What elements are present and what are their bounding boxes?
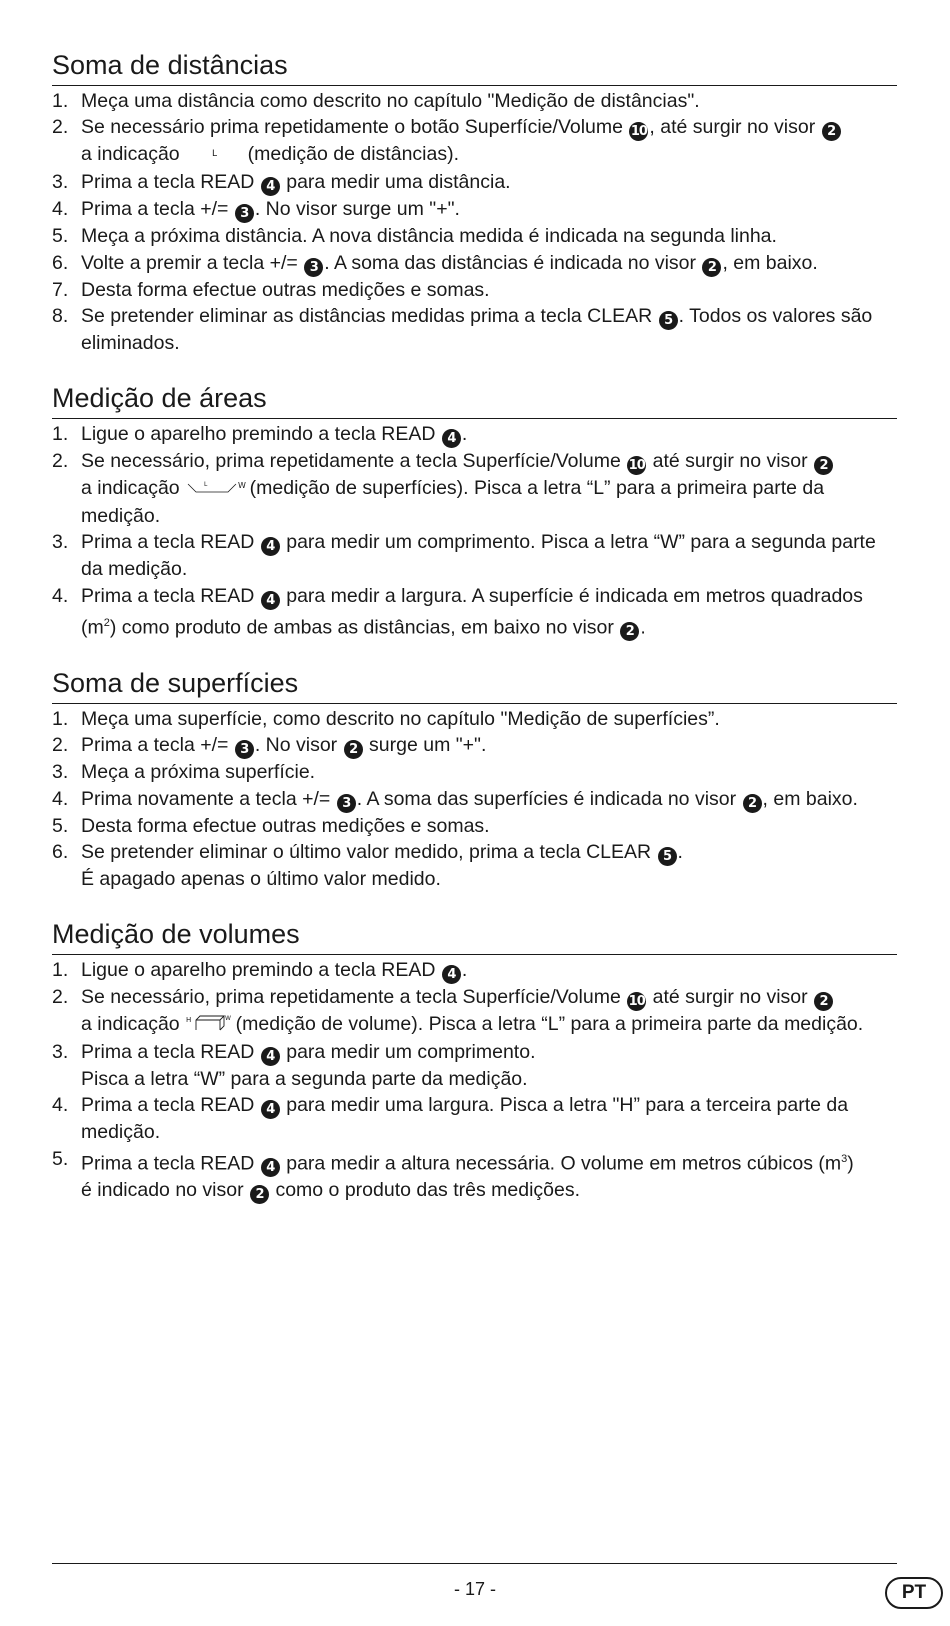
svg-text:W: W bbox=[224, 1014, 231, 1022]
section-title: Soma de superfícies bbox=[52, 666, 897, 704]
list-item: 2. Se necessário, prima repetidamente a tecla Superfície/Volume 10 até surgir no visor 2 a indicação H W (medição de volume). Pisca a letra “L” para a primeira parte da medição. bbox=[52, 984, 897, 1039]
callout-2: 2 bbox=[814, 456, 833, 475]
section-title: Soma de distâncias bbox=[52, 48, 897, 86]
svg-text:L: L bbox=[203, 481, 207, 489]
callout-4: 4 bbox=[261, 177, 280, 196]
list-item: 4. Prima a tecla +/= 3 . No visor surge um "+". bbox=[52, 198, 460, 222]
volume-mode-icon bbox=[184, 1013, 232, 1039]
list-item: 6. Volte a premir a tecla +/= 3 . A soma das distâncias é indicada no visor 2 , em baixo. bbox=[52, 251, 818, 275]
list-item: 4. Prima novamente a tecla +/= 3 . A soma das superfícies é indicada no visor 2 , em baixo. bbox=[52, 787, 858, 811]
callout-10: 10 bbox=[628, 993, 645, 1009]
callout-2: 2 bbox=[344, 740, 363, 759]
steps-list bbox=[52, 706, 897, 892]
list-item: 3. Prima a tecla READ 4 para medir um comprimento. Pisca a letra “W” para a segunda parte da medição. bbox=[52, 531, 876, 581]
list-item: 3. Prima a tecla READ 4 para medir uma distância. bbox=[52, 171, 511, 195]
footer-divider bbox=[52, 1563, 897, 1564]
list-item: 3. Meça a próxima superfície. bbox=[52, 761, 316, 784]
section-soma-distancias bbox=[52, 48, 897, 356]
svg-text:W: W bbox=[237, 481, 246, 491]
page-number: - 17 - bbox=[453, 1579, 496, 1599]
list-item: 2. Prima a tecla +/= 3 . No visor 2 surge um "+". bbox=[52, 734, 487, 758]
callout-2: 2 bbox=[250, 1185, 269, 1204]
list-item: 8. Se pretender eliminar as distâncias medidas prima a tecla CLEAR 5 . Todos os valores são eliminados. bbox=[52, 304, 873, 354]
callout-4: 4 bbox=[442, 965, 461, 984]
callout-10: 10 bbox=[630, 124, 647, 140]
svg-text:H: H bbox=[185, 1015, 191, 1024]
callout-4: 4 bbox=[442, 429, 461, 448]
list-item: 2. Se necessário, prima repetidamente a tecla Superfície/Volume 10 até surgir no visor 2 a indicação L W (medição de superfícies). Pisca a letra “L” para a primeira parte da medição. bbox=[52, 448, 897, 529]
callout-4: 4 bbox=[261, 1158, 280, 1177]
callout-2: 2 bbox=[822, 122, 841, 141]
steps-list bbox=[52, 88, 897, 356]
list-item: 3. Prima a tecla READ 4 para medir um comprimento. Pisca a letra “W” para a segunda parte da medição. bbox=[52, 1041, 536, 1091]
callout-10: 10 bbox=[628, 458, 645, 474]
callout-4: 4 bbox=[261, 1047, 280, 1066]
callout-2: 2 bbox=[743, 794, 762, 813]
callout-4: 4 bbox=[261, 1100, 280, 1119]
document-page bbox=[52, 48, 897, 1229]
list-item: 1. Ligue o aparelho premindo a tecla READ 4 . bbox=[52, 958, 468, 982]
list-item: 5. Prima a tecla READ 4 para medir a altura necessária. O volume em metros cúbicos $(m^3)$ é indicado no visor 2 como o produto das três medições. bbox=[52, 1147, 854, 1203]
section-medicao-volumes bbox=[52, 917, 897, 1204]
callout-3: 3 bbox=[304, 258, 323, 277]
callout-2: 2 bbox=[702, 258, 721, 277]
list-item: 1. Meça uma superfície, como descrito no capítulo "Medição de superfícies”. bbox=[52, 708, 720, 731]
callout-4: 4 bbox=[261, 537, 280, 556]
section-title: Medição de áreas bbox=[52, 381, 897, 419]
distance-mode-icon bbox=[184, 143, 244, 169]
callout-2: 2 bbox=[814, 992, 833, 1011]
callout-4: 4 bbox=[261, 591, 280, 610]
section-soma-superficies bbox=[52, 666, 897, 892]
steps-list bbox=[52, 421, 897, 641]
list-item: 2. Se necessário prima repetidamente o botão Superfície/Volume 10 , até surgir no visor 2 a indicação L (medição de distâncias). bbox=[52, 114, 897, 169]
section-title: Medição de volumes bbox=[52, 917, 897, 955]
list-item: 4. Prima a tecla READ 4 para medir a largura. A superfície é indicada em metros quadrados $(m^2)$ como produto de ambas as distâncias, em baixo no visor 2 . bbox=[52, 584, 863, 640]
area-mode-icon bbox=[184, 477, 246, 503]
list-item: 1. Meça uma distância como descrito no capítulo "Medição de distâncias". bbox=[52, 90, 700, 112]
steps-list bbox=[52, 957, 897, 1204]
callout-3: 3 bbox=[235, 204, 254, 223]
callout-5: 5 bbox=[659, 311, 678, 330]
section-medicao-areas bbox=[52, 381, 897, 641]
callout-3: 3 bbox=[337, 794, 356, 813]
callout-5: 5 bbox=[658, 847, 677, 866]
list-item: 5. Desta forma efectue outras medições e somas. bbox=[52, 814, 490, 837]
list-item: 1. Ligue o aparelho premindo a tecla READ 4 . bbox=[52, 423, 468, 447]
list-item: 4. Prima a tecla READ 4 para medir uma largura. Pisca a letra "H” para a terceira parte da medição. bbox=[52, 1094, 849, 1144]
svg-text:L: L bbox=[211, 149, 217, 160]
list-item: 6. Se pretender eliminar o último valor medido, prima a tecla CLEAR 5 . É apagado apenas o último valor medido. bbox=[52, 840, 683, 890]
callout-2: 2 bbox=[620, 622, 639, 641]
language-badge: PT bbox=[885, 1577, 943, 1609]
callout-3: 3 bbox=[235, 740, 254, 759]
list-item: 5. Meça a próxima distância. A nova distância medida é indicada na segunda linha. bbox=[52, 225, 777, 248]
list-item: 7. Desta forma efectue outras medições e somas. bbox=[52, 278, 490, 301]
